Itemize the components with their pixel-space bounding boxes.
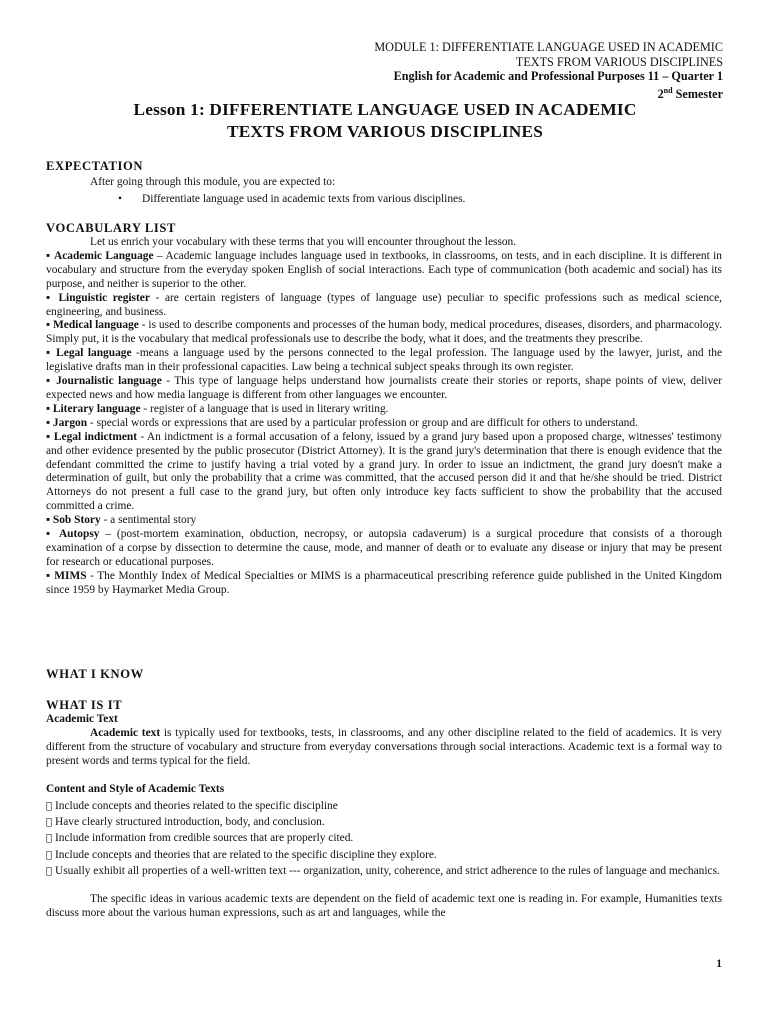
vocab-item: ▪ Linguistic register - are certain registers of language (types of language use) peculiar to specific professions such as medical science, engineering, and business. xyxy=(46,291,722,318)
square-bullet-icon xyxy=(46,850,52,861)
vocab-item: ▪ Autopsy – (post-mortem examination, obduction, necropsy, or autopsia cadaverum) is a surgical procedure that consists of a thorough examination of a corpse by dissection to determine the cause, mode, and manner of death or to evaluate any disease or injury that may be present for research or educational purposes. xyxy=(46,528,722,568)
content-style-heading: Content and Style of Academic Texts xyxy=(46,782,225,795)
module-title-line2: TEXTS FROM VARIOUS DISCIPLINES xyxy=(515,54,723,69)
semester-line: 2nd Semester xyxy=(657,85,723,101)
vocab-item: ▪ Jargon - special words or expressions that are used by a particular profession or group and are difficult for others to understand. xyxy=(46,416,638,429)
vocab-item: ▪ MIMS - The Monthly Index of Medical Specialties or MIMS is a pharmaceutical prescribing reference guide published in the United Kingdom since 1959 by Haymarket Media Group. xyxy=(46,569,722,596)
square-bullet-icon xyxy=(46,817,52,828)
vocab-item: ▪ Legal language -means a language used by the persons connected to the legal profession. The language used by the lawyer, jurist, and the legislative drafts man in their professional capacities. Law being a technical subject speaks through its own register. xyxy=(46,347,722,374)
vocabulary-intro: Let us enrich your vocabulary with these terms that you will encounter throughout the lesson. xyxy=(90,236,517,248)
what-is-it-body xyxy=(46,713,722,921)
vocab-item: ▪ Journalistic language - This type of language helps understand how journalists create their stories or reports, shape points of view, deliver expected news and how media language is different from other languages we encounter. xyxy=(46,375,723,401)
square-bullet-icon xyxy=(46,866,52,877)
course-line: English for Academic and Professional Purposes 11 – Quarter 1 xyxy=(393,69,723,83)
square-bullet-icon xyxy=(46,833,52,844)
vocabulary-list xyxy=(46,236,722,598)
what-is-it-heading: WHAT IS IT xyxy=(46,698,123,712)
vocab-item: ▪ Legal indictment - An indictment is a formal accusation of a felony, issued by a grand jury based upon a proposed charge, witnesses' testimony and other evidence presented by the public prosecutor (District Attorney). It is the grand jury's determination that there is enough evidence that the defendant committed the crime to justify having a trial voted by a grand jury. In order to issue an indictment, the grand jury doesn't make a determination of guilt, but only the probability that a crime was committed, that the accused person did it and that he/she should be tried. District Attorneys do not present a full case to the grand jury, but often only introduce key facts sufficient to show the probability that the accused committed a crime. xyxy=(46,430,722,513)
square-bullet-icon xyxy=(46,801,52,812)
vocab-item: ▪ Literary language - register of a language that is used in literary writing. xyxy=(46,402,389,415)
lesson-title: Lesson 1: DIFFERENTIATE LANGUAGE USED IN ACADEMIC TEXTS FROM VARIOUS DISCIPLINES xyxy=(133,100,637,141)
vocab-item: ▪ Sob Story - a sentimental story xyxy=(46,514,197,527)
expectation-heading: EXPECTATION xyxy=(46,159,144,173)
module-header xyxy=(374,40,723,101)
closing-paragraph: The specific ideas in various academic texts are dependent on the field of academic text one is reading in. For example, Humanities texts discuss more about the various human expressions, such as art and languages, while the xyxy=(46,893,722,919)
list-item: Include concepts and theories related to the specific discipline xyxy=(46,800,722,814)
expectation-list xyxy=(46,193,722,207)
what-i-know-heading: WHAT I KNOW xyxy=(46,667,144,681)
list-item: Include concepts and theories that are related to the specific discipline they explore. xyxy=(46,849,722,863)
module-title-line1: MODULE 1: DIFFERENTIATE LANGUAGE USED IN ACADEMIC xyxy=(374,40,723,54)
list-item: Have clearly structured introduction, body, and conclusion. xyxy=(46,816,722,830)
vocabulary-heading: VOCABULARY LIST xyxy=(46,221,176,235)
list-item: Include information from credible sources that are properly cited. xyxy=(46,832,722,846)
expectation-intro: After going through this module, you are expected to: xyxy=(90,176,336,188)
list-item: • Differentiate language used in academic texts from various disciplines. xyxy=(142,193,722,207)
vocab-item: ▪ Medical language - is used to describe components and processes of the human body, medical procedures, diseases, disorders, and pharmacology. Simply put, it is the vocabulary that medical professionals use to describe the body, what it does, and the treatments they prescribe. xyxy=(46,319,723,346)
academic-text-paragraph: Academic text is typically used for textbooks, tests, in classrooms, and any other discipline related to the field of academics. It is very different from the structure of vocabulary and structure from everyday conversations through social interactions. Academic text is a formal way to present words and terms typical for the field. xyxy=(46,726,722,767)
expectation-body xyxy=(46,176,722,207)
list-item: Usually exhibit all properties of a well-written text --- organization, unity, coherence, and strict adherence to the rules of language and mechanics. xyxy=(46,865,722,879)
academic-text-subheading: Academic Text xyxy=(46,713,118,725)
vocab-item: ▪ Academic Language – Academic language includes language used in textbooks, in classrooms, on tests, and in each discipline. It is different in vocabulary and structure from the everyday spoken English of social interactions. Each type of communication (both academic and social) has its purpose, and neither is superior to the other. xyxy=(46,249,723,290)
page-number: 1 xyxy=(716,958,722,970)
